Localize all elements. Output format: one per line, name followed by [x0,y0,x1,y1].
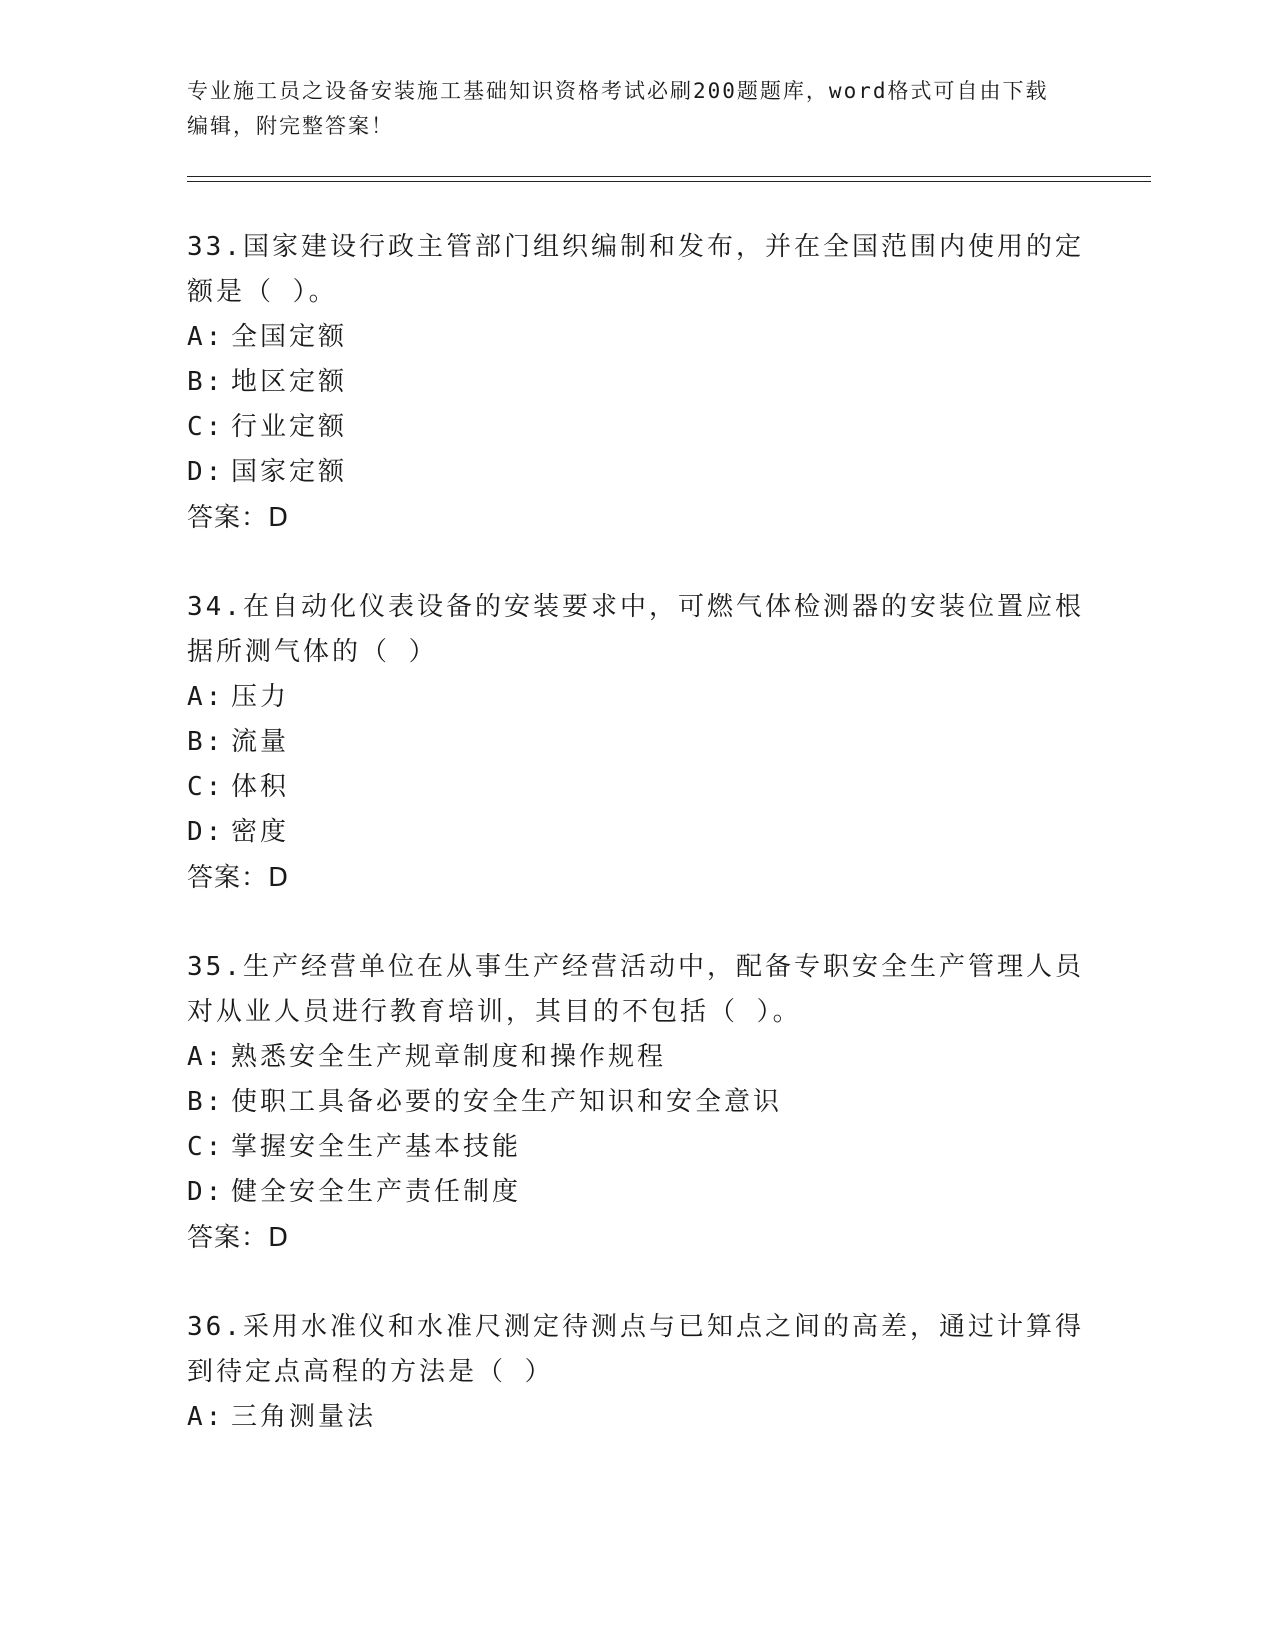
header-divider [187,181,1151,182]
option-letter: B: [187,727,225,757]
option-text: 全国定额 [231,322,348,352]
option-text: 三角测量法 [231,1402,377,1432]
option-letter: D: [187,817,225,847]
option-d [187,810,1087,855]
option-text: 掌握安全生产基本技能 [231,1132,522,1162]
question-stem: 34.在自动化仪表设备的安装要求中，可燃气体检测器的安装位置应根据所测气体的（ ） [187,592,1084,667]
option-text: 健全安全生产责任制度 [231,1177,522,1207]
option-a [187,315,1087,360]
question-34 [187,585,1087,901]
answer: 答案：D [187,1223,290,1253]
option-c [187,1125,1087,1170]
option-letter: C: [187,772,225,802]
option-a [187,675,1087,720]
option-b [187,1080,1087,1125]
option-c [187,765,1087,810]
option-a [187,1395,1087,1440]
option-letter: A: [187,682,225,712]
option-letter: A: [187,1042,225,1072]
option-d [187,450,1087,495]
header-divider [187,176,1151,177]
option-text: 流量 [231,727,290,757]
question-stem: 36.采用水准仪和水准尺测定待测点与已知点之间的高差，通过计算得到待定点高程的方法是（ ） [187,1312,1084,1387]
option-letter: A: [187,1402,225,1432]
question-33 [187,225,1087,541]
option-text: 压力 [231,682,290,712]
document-header: 专业施工员之设备安装施工基础知识资格考试必刷200题题库，word格式可自由下载编辑，附完整答案！ [187,79,1049,138]
question-35 [187,945,1087,1261]
option-letter: C: [187,412,225,442]
question-stem: 33.国家建设行政主管部门组织编制和发布，并在全国范围内使用的定额是（ ）。 [187,232,1084,307]
option-letter: D: [187,1177,225,1207]
option-c [187,405,1087,450]
option-b [187,720,1087,765]
option-letter: C: [187,1132,225,1162]
option-text: 密度 [231,817,290,847]
option-b [187,360,1087,405]
option-text: 国家定额 [231,457,348,487]
option-text: 地区定额 [231,367,348,397]
option-text: 熟悉安全生产规章制度和操作规程 [231,1042,667,1072]
answer: 答案：D [187,503,290,533]
option-a [187,1035,1087,1080]
option-letter: B: [187,1087,225,1117]
option-d [187,1170,1087,1215]
option-text: 行业定额 [231,412,348,442]
option-text: 使职工具备必要的安全生产知识和安全意识 [231,1087,783,1117]
question-stem: 35.生产经营单位在从事生产经营活动中，配备专职安全生产管理人员对从业人员进行教育培训，其目的不包括（ ）。 [187,952,1084,1027]
option-letter: B: [187,367,225,397]
option-text: 体积 [231,772,290,802]
option-letter: D: [187,457,225,487]
answer: 答案：D [187,863,290,893]
option-letter: A: [187,322,225,352]
question-36 [187,1305,1087,1440]
